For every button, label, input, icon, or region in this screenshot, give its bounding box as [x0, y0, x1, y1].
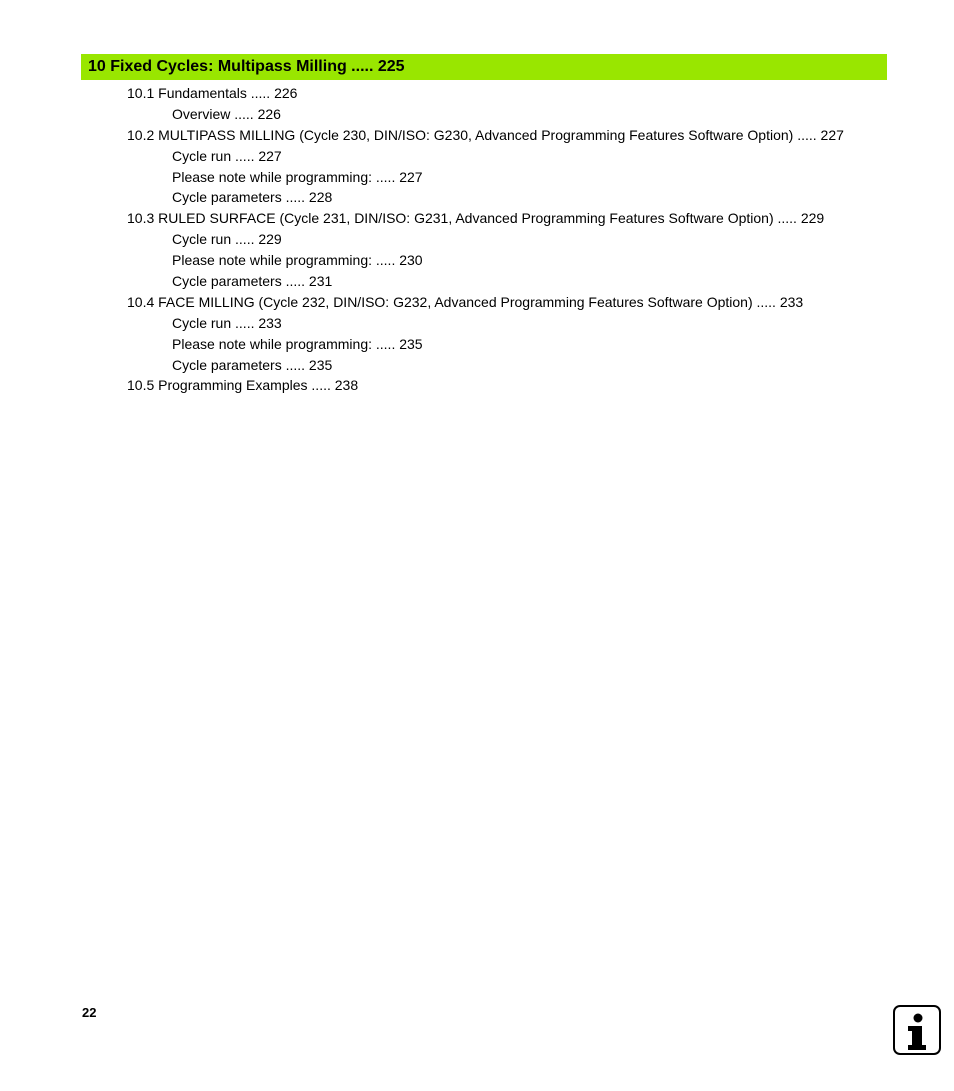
- toc-entry[interactable]: 10.4 FACE MILLING (Cycle 232, DIN/ISO: G232, Advanced Programming Features Software Option) ..... 233: [127, 293, 804, 310]
- toc-entry[interactable]: Cycle parameters ..... 235: [172, 356, 333, 373]
- toc-entry[interactable]: Overview ..... 226: [172, 105, 281, 122]
- toc-entry[interactable]: Please note while programming: ..... 235: [172, 335, 423, 352]
- toc-entry[interactable]: Cycle run ..... 227: [172, 147, 282, 164]
- toc-entry[interactable]: Cycle run ..... 233: [172, 314, 282, 331]
- toc-entry[interactable]: Please note while programming: ..... 230: [172, 252, 423, 269]
- chapter-title[interactable]: 10 Fixed Cycles: Multipass Milling ..... 225: [88, 58, 405, 75]
- toc-entry[interactable]: Cycle run ..... 229: [172, 231, 282, 248]
- toc-entry[interactable]: 10.3 RULED SURFACE (Cycle 231, DIN/ISO: G231, Advanced Programming Features Software Option) ..... 229: [127, 210, 825, 227]
- toc-entry[interactable]: Cycle parameters ..... 228: [172, 189, 333, 206]
- toc-entry[interactable]: Cycle parameters ..... 231: [172, 273, 333, 290]
- toc-entry[interactable]: Please note while programming: ..... 227: [172, 168, 423, 185]
- toc-entry[interactable]: 10.5 Programming Examples ..... 238: [127, 377, 359, 394]
- toc-entry[interactable]: 10.1 Fundamentals ..... 226: [127, 85, 298, 101]
- info-icon: [895, 1007, 939, 1053]
- info-badge: [893, 1005, 941, 1055]
- table-of-contents: [0, 83, 954, 396]
- page-number: 22: [82, 1005, 97, 1020]
- toc-entry[interactable]: 10.2 MULTIPASS MILLING (Cycle 230, DIN/ISO: G230, Advanced Programming Features Software Option) ..... 227: [127, 126, 844, 143]
- chapter-heading-bar: [81, 54, 887, 80]
